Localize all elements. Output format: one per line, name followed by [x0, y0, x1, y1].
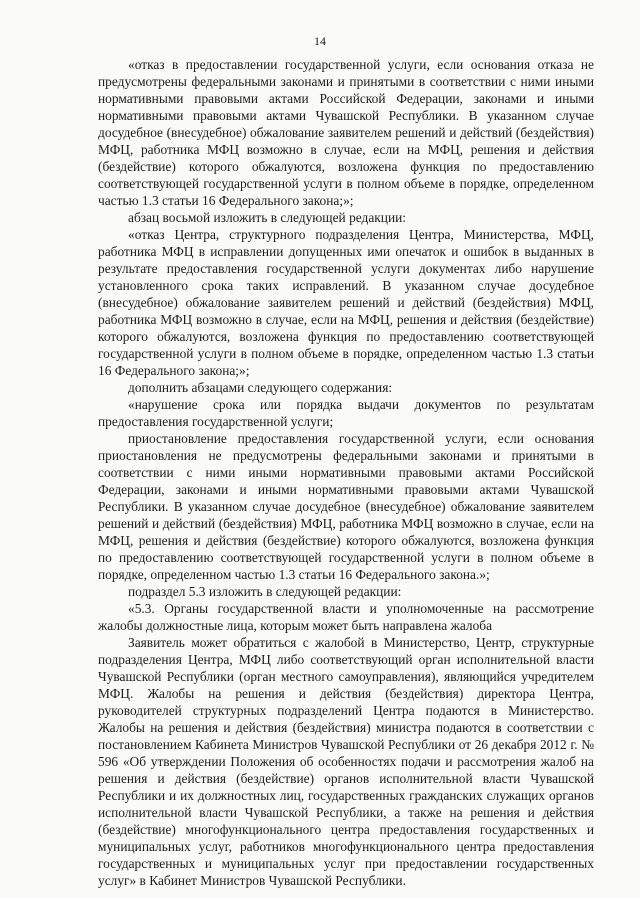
paragraph: Заявитель может обратиться с жалобой в Министерство, Центр, структурные подразделения Центра, МФЦ либо соответствующий орган исполнительной власти Чувашской Республики (орган местного самоуправления), являющийся учредителем МФЦ. Жалобы на решения и действия (бездействия) директора Центра, руководителей структурных подразделений Центра подаются в Министерство. Жалобы на решения и действия (бездействия) министра подаются в соответствии с постановлением Кабинета Министров Чувашской Республики от 26 декабря 2012 г. № 596 «Об утверждении Положения об особенностях подачи и рассмотрения жалоб на решения и действия (бездействие) органов исполнительной власти Чувашской Республики и их должностных лиц, государственных гражданских служащих органов исполнительной власти Чувашской Республики, а также на решения и действия (бездействие) многофункционального центра предоставления государственных и муниципальных услуг, работников многофункционального центра предоставления государственных и муниципальных услуг при предоставлении государственных услуг» в Кабинет Министров Чувашской Республики.	[98, 635, 594, 888]
paragraph: «отказ в предоставлении государственной услуги, если основания отказа не предусмотрены федеральными законами и принятыми в соответствии с ними иными нормативными правовыми актами Российской Федерации, законами и иными нормативными правовыми актами Чувашской Республики. В указанном случае досудебное (внесудебное) обжалование заявителем решений и действий (бездействия) МФЦ, работника МФЦ возможно в случае, если на МФЦ, решения и действия (бездействие) которого обжалуются, возложена функция по предоставлению соответствующей государственной услуги в полном объеме в порядке, определенном частью 1.3 статьи 16 Федерального закона;»;	[98, 57, 594, 208]
paragraph: «отказ Центра, структурного подразделения Центра, Министерства, МФЦ, работника МФЦ в исправлении допущенных ими опечаток и ошибок в выданных в результате предоставления государственной услуги документах либо нарушение установленного срока таких исправлений. В указанном случае досудебное (внесудебное) обжалование заявителем решений и действий (бездействия) МФЦ, работника МФЦ возможно в случае, если на МФЦ, решения и действия (бездействие) которого обжалуются, возложена функция по предоставлению соответствующей государственной услуги в полном объеме в порядке, определенном частью 1.3 статьи 16 Федерального закона;»;	[98, 227, 594, 378]
document-body	[98, 56, 594, 889]
paragraph: «нарушение срока или порядка выдачи документов по результатам предоставления государственной услуги;	[98, 397, 594, 429]
page-number: 14	[314, 34, 326, 48]
paragraph: «5.3. Органы государственной власти и уполномоченные на рассмотрение жалобы должностные лица, которым может быть направлена жалоба	[98, 601, 594, 633]
paragraph: абзац восьмой изложить в следующей редакции:	[128, 210, 407, 225]
paragraph: приостановление предоставления государственной услуги, если основания приостановления не предусмотрены федеральными законами и принятыми в соответствии с ними иными нормативными правовыми актами Российской Федерации, законами и иными нормативными правовыми актами Чувашской Республики. В указанном случае досудебное (внесудебное) обжалование заявителем решений и действий (бездействия) МФЦ, работника МФЦ возможно в случае, если на МФЦ, решения и действия (бездействие) которого обжалуются, возложена функция по предоставлению соответствующей государственной услуги в полном объеме в порядке, определенном частью 1.3 статьи 16 Федерального закона.»;	[98, 431, 594, 582]
paragraph: дополнить абзацами следующего содержания:	[128, 380, 393, 395]
paragraph: подраздел 5.3 изложить в следующей редакции:	[128, 584, 402, 599]
